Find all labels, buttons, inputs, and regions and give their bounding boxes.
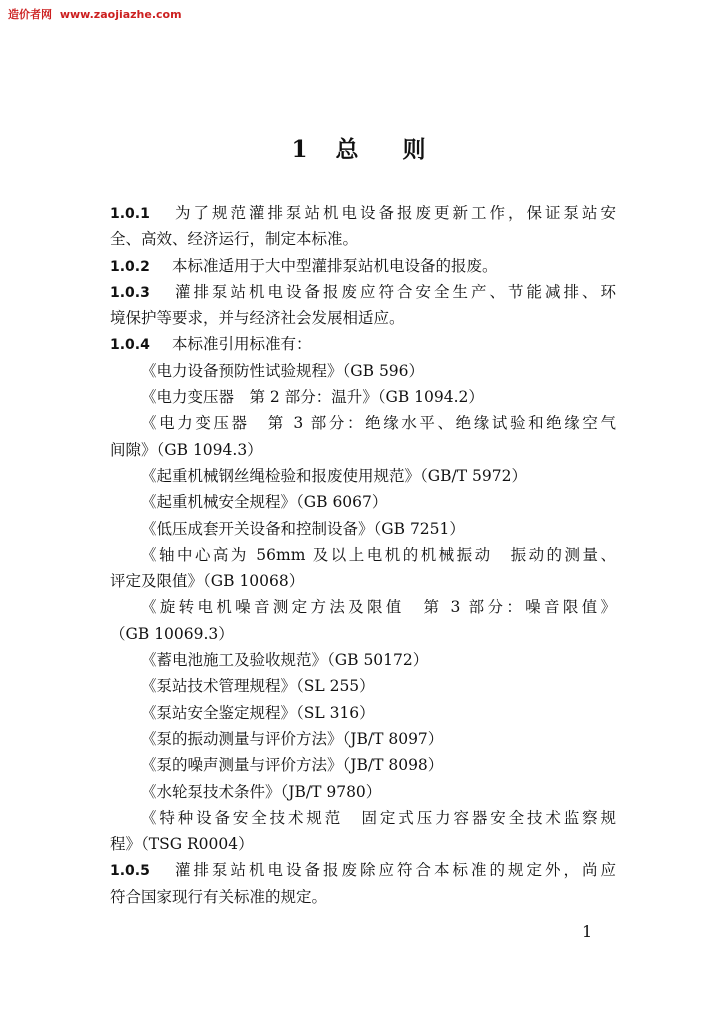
chapter-title xyxy=(0,131,717,164)
chapter-title-part1: 总 xyxy=(335,136,359,163)
reference-item: 《泵站安全鉴定规程》（SL 316） xyxy=(141,703,375,722)
clause-number: 1.0.2 xyxy=(110,258,150,275)
clause-1-0-5-line-2: 符合国家现行有关标准的规定。 xyxy=(110,887,328,906)
clause-number: 1.0.4 xyxy=(110,337,150,354)
watermark-url: www.zaojiazhe.com xyxy=(59,8,182,21)
clause-1-0-1-line-2: 全、高效、经济运行，制定本标准。 xyxy=(110,230,359,249)
clause-1-0-2-line-1 xyxy=(110,253,616,279)
clause-1-0-4-line-1 xyxy=(110,331,616,357)
reference-item: 《特种设备安全技术规范 固定式压力容器安全技术监察规 xyxy=(141,808,616,827)
reference-item-continuation: 程》（TSG R0004） xyxy=(110,835,254,854)
clause-text: 灌排泵站机电设备报废除应符合本标准的规定外，尚应 xyxy=(172,861,616,880)
page-number: 1 xyxy=(582,922,593,941)
reference-item: 《泵的振动测量与评价方法》（JB/T 8097） xyxy=(141,729,444,748)
watermark-site: 造价者网 xyxy=(8,8,52,21)
reference-item: 《电力设备预防性试验规程》（GB 596） xyxy=(141,361,425,380)
chapter-title-part2: 则 xyxy=(402,136,426,163)
clause-text: 为了规范灌排泵站机电设备报废更新工作，保证泵站安 xyxy=(172,204,616,222)
watermark xyxy=(8,6,182,22)
clause-1-0-5-line-1 xyxy=(110,857,616,883)
document-body xyxy=(110,200,616,910)
reference-item: 《电力变压器 第 2 部分：温升》（GB 1094.2） xyxy=(141,388,484,407)
reference-item: 《水轮泵技术条件》（JB/T 9780） xyxy=(141,782,382,801)
reference-item: 《起重机械安全规程》（GB 6067） xyxy=(141,493,388,512)
clause-text: 本标准引用标准有： xyxy=(172,335,312,354)
clause-text: 本标准适用于大中型灌排泵站机电设备的报废。 xyxy=(172,256,498,275)
reference-item: 《蓄电池施工及验收规范》（GB 50172） xyxy=(141,651,429,670)
reference-item-continuation: 评定及限值》（GB 10068） xyxy=(110,572,305,591)
chapter-number: 1 xyxy=(291,136,308,163)
clause-text: 灌排泵站机电设备报废应符合安全生产、节能减排、环 xyxy=(172,282,616,301)
clause-1-0-3-line-2: 境保护等要求，并与经济社会发展相适应。 xyxy=(110,309,405,328)
reference-item: 《泵的噪声测量与评价方法》（JB/T 8098） xyxy=(141,756,444,775)
reference-item-continuation: 间隙》（GB 1094.3） xyxy=(110,440,263,459)
reference-item-continuation: （GB 10069.3） xyxy=(110,624,234,643)
clause-1-0-3-line-1 xyxy=(110,279,616,305)
clause-number: 1.0.5 xyxy=(110,863,150,880)
reference-item: 《起重机械钢丝绳检验和报废使用规范》（GB/T 5972） xyxy=(141,466,527,485)
clause-number: 1.0.3 xyxy=(110,284,150,301)
reference-item: 《电力变压器 第 3 部分：绝缘水平、绝缘试验和绝缘空气 xyxy=(141,414,616,433)
reference-item: 《低压成套开关设备和控制设备》（GB 7251） xyxy=(141,519,465,538)
reference-item: 《轴中心高为 56mm 及以上电机的机械振动 振动的测量、 xyxy=(141,545,616,564)
reference-item: 《旋转电机噪音测定方法及限值 第 3 部分：噪音限值》 xyxy=(141,598,616,617)
clause-1-0-1-line-1 xyxy=(110,200,616,226)
clause-number: 1.0.1 xyxy=(110,206,150,222)
reference-item: 《泵站技术管理规程》（SL 255） xyxy=(141,677,375,696)
